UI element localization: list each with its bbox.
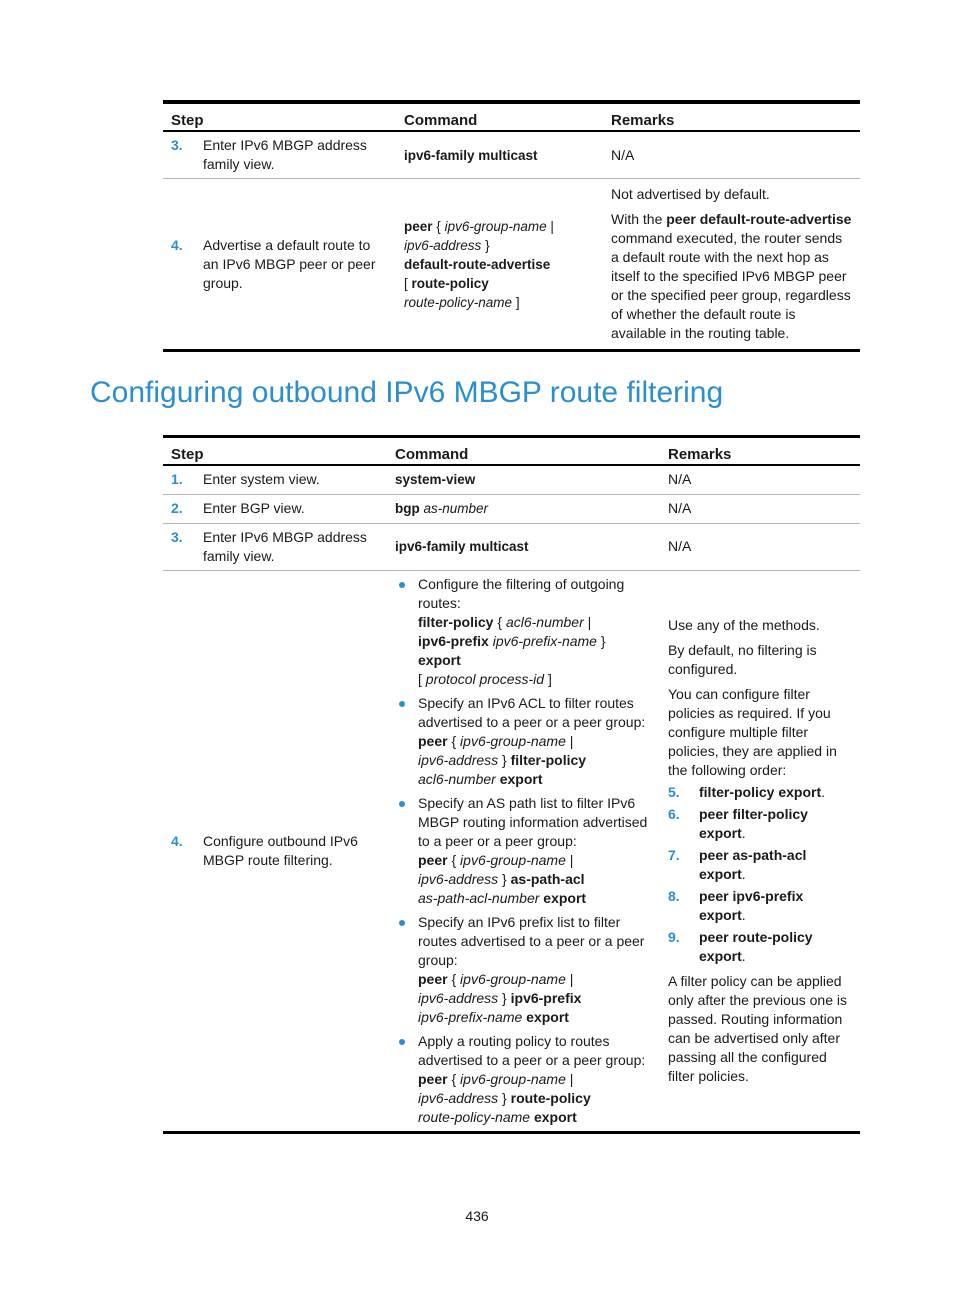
header-step: Step (171, 446, 204, 463)
command: ipv6-family multicast (395, 539, 529, 554)
step-number: 1. (171, 471, 183, 488)
list-item: Specify an IPv6 prefix list to filter routes advertised to a peer or a peer group: peer { ipv6-group-name | ipv6-address } ipv6-prefix ipv6-prefix-name export (395, 913, 652, 1027)
table-row (163, 523, 860, 570)
remark: N/A (668, 500, 692, 516)
step-number: 3. (171, 528, 183, 545)
command-options (387, 570, 660, 1132)
header-command: Command (404, 112, 478, 129)
table-header-row (163, 102, 860, 131)
table-row (163, 465, 860, 494)
command: system-view (395, 472, 476, 488)
header-command: Command (395, 446, 469, 463)
list-item: Specify an AS path list to filter IPv6 MBGP routing information advertised to a peer or a peer group: peer { ipv6-group-name | ipv6-address } as-path-acl as-path-acl-number export (395, 794, 652, 908)
list-item: 5. filter-policy export. (668, 783, 826, 800)
filter-order-list (668, 783, 852, 966)
steps-table-2 (163, 435, 860, 1134)
remark: N/A (611, 146, 635, 163)
step-description: Enter system view. (203, 471, 320, 488)
list-item: 7. peer as-path-acl export. (668, 846, 807, 882)
step-number: 2. (171, 500, 183, 516)
table-row (163, 494, 860, 523)
page-number: 436 (465, 1208, 489, 1224)
remark: N/A (668, 538, 692, 554)
command: peer { ipv6-group-name | ipv6-address } default-route-advertise [ route-policy route-policy-name ] (404, 218, 554, 310)
list-item: Specify an IPv6 ACL to filter routes advertised to a peer or a peer group: peer { ipv6-group-name | ipv6-address } filter-policy acl6-number export (395, 694, 652, 789)
table-row (163, 179, 860, 351)
table-header-row (163, 437, 860, 466)
list-item: 8. peer ipv6-prefix export. (668, 887, 804, 923)
step-description: Advertise a default route to an IPv6 MBGP peer or peer group. (203, 236, 376, 291)
step-description: Enter BGP view. (203, 500, 305, 516)
section-heading: Configuring outbound IPv6 MBGP route filtering (90, 376, 724, 409)
step-number: 4. (171, 832, 183, 849)
list-item: Apply a routing policy to routes advertised to a peer or a peer group: peer { ipv6-group-name | ipv6-address } route-policy route-policy-name export (395, 1032, 652, 1127)
step-number: 3. (171, 137, 183, 153)
remark: Not advertised by default. With the peer default-route-advertise command executed, the router sends a default route with the next hop as itself to the specified IPv6 MBGP peer or the specified peer group, regardless of whether the default route is available in the routing table. (611, 186, 852, 341)
table-row (163, 570, 860, 1132)
list-item: 6. peer filter-policy export. (668, 805, 808, 841)
header-step: Step (171, 112, 204, 129)
step-description: Configure outbound IPv6 MBGP route filtering. (203, 832, 358, 868)
steps-table-1 (163, 100, 860, 352)
step-description: Enter IPv6 MBGP address family view. (203, 137, 367, 172)
command: ipv6-family multicast (404, 147, 538, 163)
header-remarks: Remarks (611, 112, 675, 129)
step-number: 4. (171, 236, 183, 253)
remark: Use any of the methods. By default, no filtering is configured. You can configure filter policies as required. If you configure multiple filter policies, they are applied in the following order: 5. filter-policy export. 6. peer filter-policy export. 7. peer as-path-acl export. 8. peer ipv6-prefix export. 9. peer route-policy export. A filter policy can be applied only after the previous one is passed. Routing information can be advertised only after passing all the configured filter policies. (660, 570, 860, 1132)
step-description: Enter IPv6 MBGP address family view. (203, 528, 367, 564)
remark: N/A (668, 471, 692, 488)
list-item: 9. peer route-policy export. (668, 928, 813, 964)
command: bgp as-number (395, 501, 489, 516)
list-item: Configure the filtering of outgoing routes: filter-policy { acl6-number | ipv6-prefix ipv6-prefix-name } export [ protocol process-id ] (395, 575, 652, 689)
table-row (163, 131, 860, 179)
header-remarks: Remarks (668, 446, 732, 463)
